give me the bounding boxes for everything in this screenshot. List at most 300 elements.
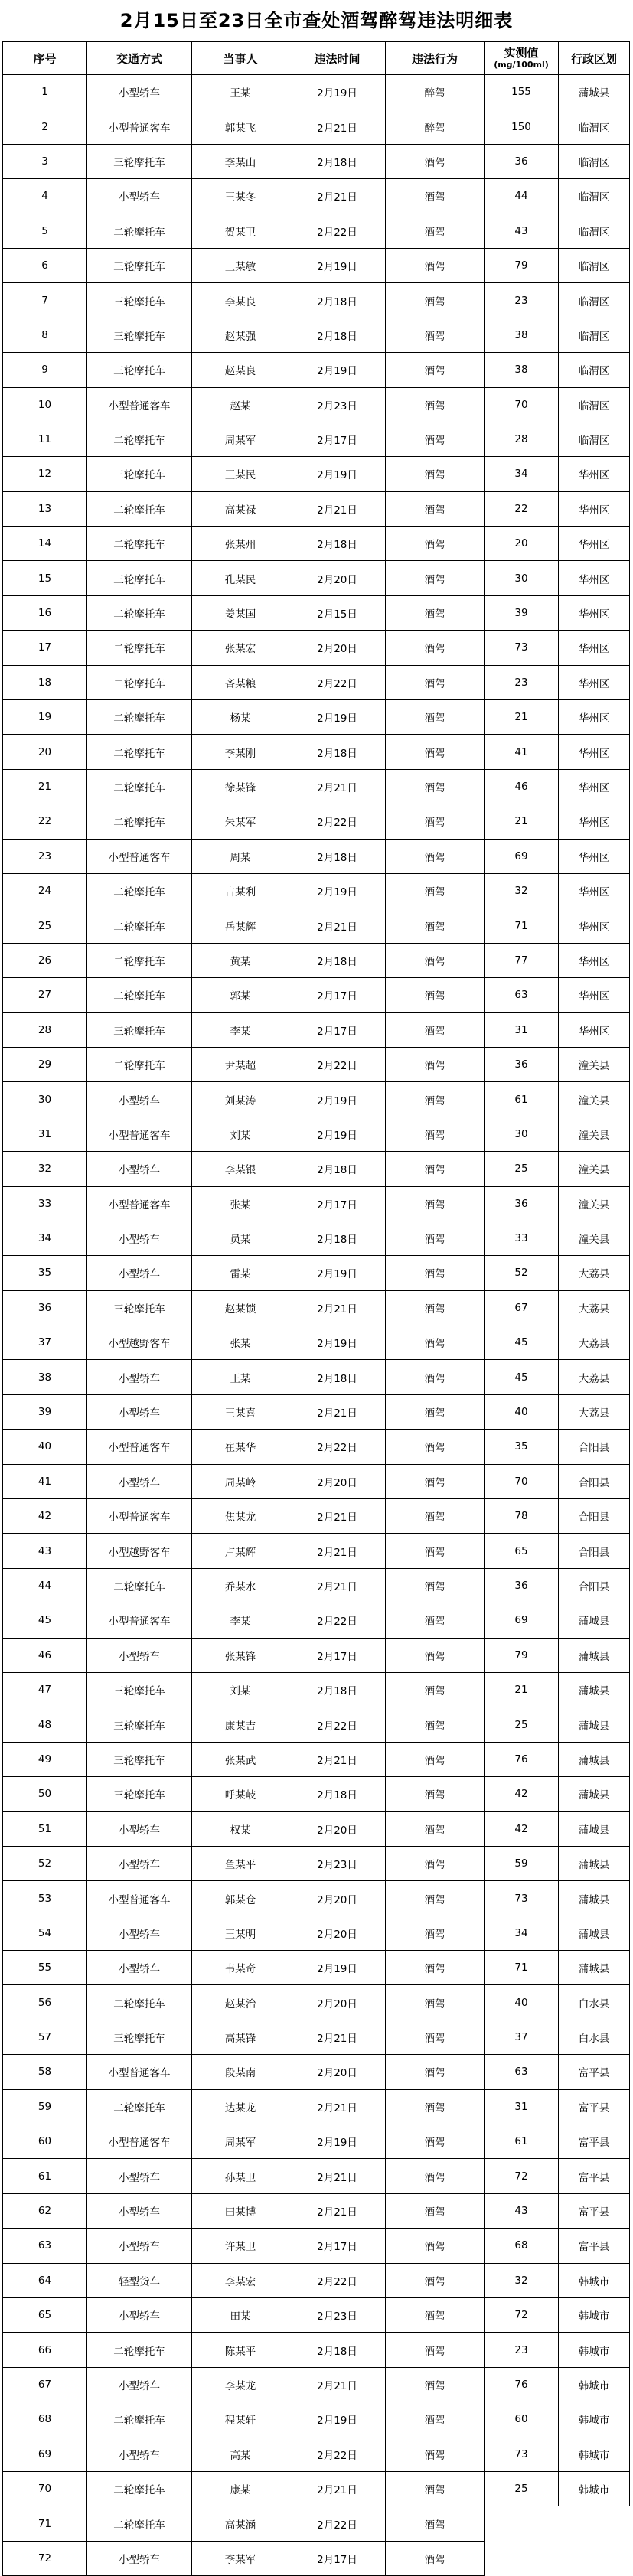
cell-time: 2月17日 <box>289 1638 386 1672</box>
table-row <box>3 2541 630 2575</box>
cell-time: 2月21日 <box>289 1290 386 1325</box>
cell-seq: 69 <box>3 2437 87 2471</box>
cell-party: 刘某 <box>192 1117 289 1151</box>
cell-traffic-mode: 三轮摩托车 <box>87 457 192 491</box>
cell-district: 蒲城县 <box>559 1638 630 1672</box>
cell-traffic-mode: 小型轿车 <box>87 1916 192 1950</box>
cell-seq: 15 <box>3 561 87 595</box>
cell-time: 2月20日 <box>289 2055 386 2089</box>
cell-time: 2月19日 <box>289 873 386 908</box>
cell-behavior: 酒驾 <box>386 1325 485 1360</box>
cell-party: 郭某 <box>192 978 289 1012</box>
cell-district: 临渭区 <box>559 353 630 387</box>
cell-district: 大荔县 <box>559 1360 630 1394</box>
table-row <box>3 1394 630 1429</box>
cell-seq: 50 <box>3 1777 87 1811</box>
cell-party: 王某喜 <box>192 1394 289 1429</box>
cell-behavior: 酒驾 <box>386 2506 485 2541</box>
cell-time: 2月19日 <box>289 1256 386 1290</box>
cell-district: 潼关县 <box>559 1152 630 1186</box>
cell-traffic-mode: 二轮摩托车 <box>87 735 192 769</box>
cell-behavior: 酒驾 <box>386 1638 485 1672</box>
cell-district: 华州区 <box>559 665 630 699</box>
cell-behavior: 酒驾 <box>386 1811 485 1846</box>
cell-district: 华州区 <box>559 908 630 943</box>
cell-measured <box>485 2506 559 2541</box>
cell-seq: 6 <box>3 248 87 282</box>
cell-behavior: 酒驾 <box>386 1603 485 1638</box>
table-row <box>3 1430 630 1464</box>
cell-district: 临渭区 <box>559 283 630 318</box>
cell-party: 康某 <box>192 2471 289 2506</box>
table-row <box>3 1707 630 1742</box>
cell-measured: 36 <box>485 1186 559 1221</box>
cell-party: 崔某华 <box>192 1430 289 1464</box>
cell-party: 黄某 <box>192 943 289 977</box>
cell-time: 2月23日 <box>289 387 386 422</box>
header-party: 当事人 <box>192 42 289 75</box>
header-measured <box>485 42 559 75</box>
cell-measured: 79 <box>485 1638 559 1672</box>
table-row <box>3 2055 630 2089</box>
cell-traffic-mode: 小型普通客车 <box>87 109 192 144</box>
cell-district: 临渭区 <box>559 214 630 248</box>
cell-seq: 16 <box>3 595 87 630</box>
table-row <box>3 2437 630 2471</box>
cell-measured: 21 <box>485 700 559 735</box>
cell-traffic-mode: 二轮摩托车 <box>87 1985 192 2020</box>
cell-behavior: 酒驾 <box>386 1360 485 1394</box>
cell-traffic-mode: 小型轿车 <box>87 75 192 109</box>
cell-seq: 4 <box>3 179 87 214</box>
cell-district: 富平县 <box>559 2124 630 2159</box>
cell-district: 韩城市 <box>559 2437 630 2471</box>
cell-time: 2月20日 <box>289 1881 386 1916</box>
cell-seq: 22 <box>3 804 87 839</box>
cell-time: 2月18日 <box>289 527 386 561</box>
cell-party: 王某敏 <box>192 248 289 282</box>
cell-traffic-mode: 小型轿车 <box>87 179 192 214</box>
cell-party: 王某民 <box>192 457 289 491</box>
table-row <box>3 561 630 595</box>
cell-district: 富平县 <box>559 2229 630 2263</box>
cell-seq: 70 <box>3 2471 87 2506</box>
cell-party: 焦某龙 <box>192 1499 289 1534</box>
cell-measured: 34 <box>485 457 559 491</box>
cell-seq: 64 <box>3 2263 87 2297</box>
table-row <box>3 2402 630 2437</box>
cell-measured: 41 <box>485 735 559 769</box>
cell-seq: 27 <box>3 978 87 1012</box>
cell-traffic-mode: 二轮摩托车 <box>87 595 192 630</box>
cell-behavior: 酒驾 <box>386 700 485 735</box>
cell-district: 华州区 <box>559 491 630 526</box>
table-row <box>3 1985 630 2020</box>
cell-measured: 32 <box>485 2263 559 2297</box>
cell-party: 朱某军 <box>192 804 289 839</box>
cell-seq: 67 <box>3 2367 87 2402</box>
cell-behavior: 酒驾 <box>386 1290 485 1325</box>
cell-district: 蒲城县 <box>559 1707 630 1742</box>
cell-measured: 73 <box>485 2437 559 2471</box>
cell-time: 2月19日 <box>289 2124 386 2159</box>
cell-traffic-mode: 小型越野客车 <box>87 1534 192 1568</box>
table-row <box>3 2298 630 2333</box>
cell-district: 大荔县 <box>559 1290 630 1325</box>
cell-traffic-mode: 二轮摩托车 <box>87 873 192 908</box>
cell-party: 雷某 <box>192 1256 289 1290</box>
cell-time: 2月18日 <box>289 735 386 769</box>
cell-district: 蒲城县 <box>559 1951 630 1985</box>
cell-party: 张某 <box>192 1325 289 1360</box>
cell-traffic-mode: 二轮摩托车 <box>87 943 192 977</box>
cell-traffic-mode: 小型普通客车 <box>87 1499 192 1534</box>
cell-district: 大荔县 <box>559 1256 630 1290</box>
cell-district: 白水县 <box>559 2020 630 2054</box>
cell-measured: 71 <box>485 908 559 943</box>
cell-party: 王某 <box>192 1360 289 1394</box>
cell-traffic-mode: 小型普通客车 <box>87 1186 192 1221</box>
cell-seq: 29 <box>3 1047 87 1081</box>
cell-measured: 23 <box>485 2333 559 2367</box>
cell-traffic-mode: 小型轿车 <box>87 2193 192 2228</box>
cell-party: 田某博 <box>192 2193 289 2228</box>
cell-district: 韩城市 <box>559 2263 630 2297</box>
cell-traffic-mode: 小型普通客车 <box>87 1881 192 1916</box>
cell-district: 华州区 <box>559 457 630 491</box>
cell-seq: 48 <box>3 1707 87 1742</box>
cell-time: 2月22日 <box>289 1603 386 1638</box>
cell-traffic-mode: 小型轿车 <box>87 2229 192 2263</box>
cell-district: 潼关县 <box>559 1117 630 1151</box>
cell-behavior: 酒驾 <box>386 2020 485 2054</box>
cell-district: 蒲城县 <box>559 1846 630 1880</box>
cell-seq: 23 <box>3 839 87 873</box>
cell-behavior: 酒驾 <box>386 248 485 282</box>
cell-traffic-mode: 小型轿车 <box>87 2437 192 2471</box>
cell-party: 孙某卫 <box>192 2159 289 2193</box>
cell-party: 李某宏 <box>192 2263 289 2297</box>
cell-party: 段某南 <box>192 2055 289 2089</box>
cell-district: 华州区 <box>559 978 630 1012</box>
cell-measured: 73 <box>485 1881 559 1916</box>
cell-seq: 37 <box>3 1325 87 1360</box>
cell-measured: 43 <box>485 2193 559 2228</box>
cell-district: 合阳县 <box>559 1499 630 1534</box>
cell-traffic-mode: 二轮摩托车 <box>87 804 192 839</box>
cell-measured: 78 <box>485 1499 559 1534</box>
header-measured-label: 实测值 <box>504 45 539 60</box>
cell-time: 2月18日 <box>289 2333 386 2367</box>
cell-party: 郭某飞 <box>192 109 289 144</box>
cell-behavior: 酒驾 <box>386 1430 485 1464</box>
cell-measured: 45 <box>485 1325 559 1360</box>
cell-time: 2月20日 <box>289 1916 386 1950</box>
cell-party: 周某军 <box>192 2124 289 2159</box>
cell-party: 田某 <box>192 2298 289 2333</box>
cell-measured: 61 <box>485 1082 559 1117</box>
cell-party: 张某州 <box>192 527 289 561</box>
cell-seq: 9 <box>3 353 87 387</box>
cell-party: 鱼某平 <box>192 1846 289 1880</box>
cell-time: 2月18日 <box>289 144 386 178</box>
table-row <box>3 735 630 769</box>
cell-district: 韩城市 <box>559 2333 630 2367</box>
cell-behavior: 酒驾 <box>386 1672 485 1707</box>
cell-behavior: 酒驾 <box>386 1777 485 1811</box>
table-row <box>3 1534 630 1568</box>
cell-traffic-mode: 小型轿车 <box>87 1152 192 1186</box>
table-row <box>3 457 630 491</box>
cell-behavior: 酒驾 <box>386 1256 485 1290</box>
cell-traffic-mode: 三轮摩托车 <box>87 144 192 178</box>
cell-district: 合阳县 <box>559 1534 630 1568</box>
cell-seq: 56 <box>3 1985 87 2020</box>
cell-district: 富平县 <box>559 2159 630 2193</box>
table-row <box>3 595 630 630</box>
cell-time: 2月17日 <box>289 1012 386 1047</box>
cell-measured: 37 <box>485 2020 559 2054</box>
cell-traffic-mode: 小型轿车 <box>87 1256 192 1290</box>
cell-traffic-mode: 小型轿车 <box>87 2159 192 2193</box>
cell-seq: 51 <box>3 1811 87 1846</box>
cell-measured: 76 <box>485 2367 559 2402</box>
cell-time: 2月19日 <box>289 1082 386 1117</box>
cell-traffic-mode: 二轮摩托车 <box>87 491 192 526</box>
cell-traffic-mode: 小型轿车 <box>87 1464 192 1498</box>
cell-district: 韩城市 <box>559 2471 630 2506</box>
cell-measured: 21 <box>485 1672 559 1707</box>
cell-measured: 36 <box>485 144 559 178</box>
cell-traffic-mode: 三轮摩托车 <box>87 283 192 318</box>
cell-behavior: 酒驾 <box>386 2402 485 2437</box>
table-row <box>3 700 630 735</box>
cell-district: 潼关县 <box>559 1047 630 1081</box>
cell-time: 2月18日 <box>289 943 386 977</box>
cell-behavior: 酒驾 <box>386 2541 485 2575</box>
cell-party: 许某卫 <box>192 2229 289 2263</box>
cell-party: 韦某奇 <box>192 1951 289 1985</box>
cell-party: 程某轩 <box>192 2402 289 2437</box>
table-row <box>3 1603 630 1638</box>
cell-measured: 46 <box>485 769 559 804</box>
cell-seq: 38 <box>3 1360 87 1394</box>
cell-party: 孔某民 <box>192 561 289 595</box>
cell-party: 达某龙 <box>192 2089 289 2124</box>
cell-party: 古某利 <box>192 873 289 908</box>
table-row <box>3 2367 630 2402</box>
cell-seq: 1 <box>3 75 87 109</box>
cell-seq: 20 <box>3 735 87 769</box>
cell-seq: 53 <box>3 1881 87 1916</box>
cell-measured: 38 <box>485 318 559 352</box>
cell-party: 高某涵 <box>192 2506 289 2541</box>
cell-seq: 46 <box>3 1638 87 1672</box>
cell-district: 华州区 <box>559 595 630 630</box>
table-row <box>3 804 630 839</box>
cell-time: 2月18日 <box>289 839 386 873</box>
table-row <box>3 2263 630 2297</box>
cell-traffic-mode: 三轮摩托车 <box>87 1012 192 1047</box>
cell-district: 临渭区 <box>559 179 630 214</box>
cell-behavior: 酒驾 <box>386 1534 485 1568</box>
table-row <box>3 1777 630 1811</box>
cell-traffic-mode: 小型普通客车 <box>87 387 192 422</box>
cell-time: 2月19日 <box>289 248 386 282</box>
cell-party: 赵某 <box>192 387 289 422</box>
table-row <box>3 1047 630 1081</box>
cell-measured: 70 <box>485 1464 559 1498</box>
cell-measured: 40 <box>485 1985 559 2020</box>
header-district: 行政区划 <box>559 42 630 75</box>
table-row <box>3 491 630 526</box>
cell-traffic-mode: 三轮摩托车 <box>87 1672 192 1707</box>
cell-time: 2月22日 <box>289 1707 386 1742</box>
cell-district: 蒲城县 <box>559 1881 630 1916</box>
cell-seq: 39 <box>3 1394 87 1429</box>
cell-seq: 2 <box>3 109 87 144</box>
cell-seq: 42 <box>3 1499 87 1534</box>
table-row <box>3 1916 630 1950</box>
cell-behavior: 酒驾 <box>386 1047 485 1081</box>
cell-behavior: 酒驾 <box>386 1568 485 1603</box>
cell-seq: 52 <box>3 1846 87 1880</box>
cell-party: 乔某水 <box>192 1568 289 1603</box>
cell-district: 华州区 <box>559 561 630 595</box>
cell-party: 尹某超 <box>192 1047 289 1081</box>
table-row <box>3 144 630 178</box>
cell-party: 张某锋 <box>192 1638 289 1672</box>
cell-time: 2月19日 <box>289 353 386 387</box>
cell-district: 合阳县 <box>559 1464 630 1498</box>
cell-measured: 36 <box>485 1568 559 1603</box>
table-row <box>3 2471 630 2506</box>
cell-traffic-mode: 小型轿车 <box>87 1360 192 1394</box>
cell-district: 华州区 <box>559 943 630 977</box>
table-row <box>3 1464 630 1498</box>
table-row <box>3 179 630 214</box>
cell-seq: 36 <box>3 1290 87 1325</box>
cell-time: 2月18日 <box>289 318 386 352</box>
cell-seq: 26 <box>3 943 87 977</box>
cell-measured: 33 <box>485 1221 559 1255</box>
cell-party: 李某 <box>192 1603 289 1638</box>
cell-seq: 34 <box>3 1221 87 1255</box>
cell-party: 郭某仓 <box>192 1881 289 1916</box>
cell-party: 王某 <box>192 75 289 109</box>
cell-seq: 45 <box>3 1603 87 1638</box>
cell-behavior: 酒驾 <box>386 769 485 804</box>
table-row <box>3 2193 630 2228</box>
cell-time: 2月22日 <box>289 1430 386 1464</box>
cell-seq: 32 <box>3 1152 87 1186</box>
cell-traffic-mode: 三轮摩托车 <box>87 1707 192 1742</box>
cell-seq: 68 <box>3 2402 87 2437</box>
cell-time: 2月21日 <box>289 1742 386 1776</box>
cell-traffic-mode: 三轮摩托车 <box>87 1290 192 1325</box>
table-row <box>3 1012 630 1047</box>
cell-party: 权某 <box>192 1811 289 1846</box>
cell-time: 2月19日 <box>289 1117 386 1151</box>
cell-district: 蒲城县 <box>559 1672 630 1707</box>
cell-time: 2月17日 <box>289 1186 386 1221</box>
cell-party: 高某锋 <box>192 2020 289 2054</box>
cell-party: 徐某锋 <box>192 769 289 804</box>
cell-seq: 31 <box>3 1117 87 1151</box>
cell-seq: 17 <box>3 631 87 665</box>
cell-party: 张某宏 <box>192 631 289 665</box>
table-row <box>3 1082 630 1117</box>
cell-measured: 39 <box>485 595 559 630</box>
cell-seq: 35 <box>3 1256 87 1290</box>
cell-measured: 38 <box>485 353 559 387</box>
cell-time: 2月15日 <box>289 595 386 630</box>
cell-seq: 30 <box>3 1082 87 1117</box>
cell-traffic-mode: 小型轿车 <box>87 1638 192 1672</box>
cell-district <box>559 2506 630 2541</box>
cell-behavior: 酒驾 <box>386 387 485 422</box>
cell-behavior: 酒驾 <box>386 2333 485 2367</box>
cell-traffic-mode: 二轮摩托车 <box>87 422 192 456</box>
cell-behavior: 酒驾 <box>386 2298 485 2333</box>
cell-measured: 25 <box>485 1152 559 1186</box>
cell-seq: 8 <box>3 318 87 352</box>
cell-time: 2月17日 <box>289 2229 386 2263</box>
table-row <box>3 839 630 873</box>
header-time: 违法时间 <box>289 42 386 75</box>
cell-measured: 69 <box>485 1603 559 1638</box>
cell-seq: 12 <box>3 457 87 491</box>
cell-time: 2月18日 <box>289 1221 386 1255</box>
cell-seq: 65 <box>3 2298 87 2333</box>
cell-measured: 63 <box>485 978 559 1012</box>
cell-district: 合阳县 <box>559 1568 630 1603</box>
table-row <box>3 109 630 144</box>
cell-party: 员某 <box>192 1221 289 1255</box>
cell-time: 2月21日 <box>289 2367 386 2402</box>
cell-measured: 72 <box>485 2298 559 2333</box>
cell-behavior: 酒驾 <box>386 2263 485 2297</box>
cell-district: 蒲城县 <box>559 1916 630 1950</box>
cell-district: 大荔县 <box>559 1394 630 1429</box>
cell-measured: 71 <box>485 1951 559 1985</box>
cell-behavior: 酒驾 <box>386 2229 485 2263</box>
cell-seq: 44 <box>3 1568 87 1603</box>
cell-behavior: 酒驾 <box>386 1985 485 2020</box>
cell-measured: 42 <box>485 1777 559 1811</box>
cell-behavior: 酒驾 <box>386 1464 485 1498</box>
cell-traffic-mode: 二轮摩托车 <box>87 527 192 561</box>
table-row <box>3 1117 630 1151</box>
cell-behavior: 酒驾 <box>386 1186 485 1221</box>
cell-seq: 57 <box>3 2020 87 2054</box>
cell-party: 刘某涛 <box>192 1082 289 1117</box>
cell-behavior: 酒驾 <box>386 1742 485 1776</box>
cell-behavior: 酒驾 <box>386 2089 485 2124</box>
cell-traffic-mode: 二轮摩托车 <box>87 978 192 1012</box>
table-row <box>3 978 630 1012</box>
cell-traffic-mode: 二轮摩托车 <box>87 214 192 248</box>
cell-party: 赵某强 <box>192 318 289 352</box>
cell-measured: 45 <box>485 1360 559 1394</box>
cell-traffic-mode: 三轮摩托车 <box>87 1742 192 1776</box>
cell-district: 华州区 <box>559 804 630 839</box>
cell-seq: 21 <box>3 769 87 804</box>
cell-measured: 79 <box>485 248 559 282</box>
cell-district: 富平县 <box>559 2089 630 2124</box>
table-row <box>3 2159 630 2193</box>
cell-seq: 43 <box>3 1534 87 1568</box>
